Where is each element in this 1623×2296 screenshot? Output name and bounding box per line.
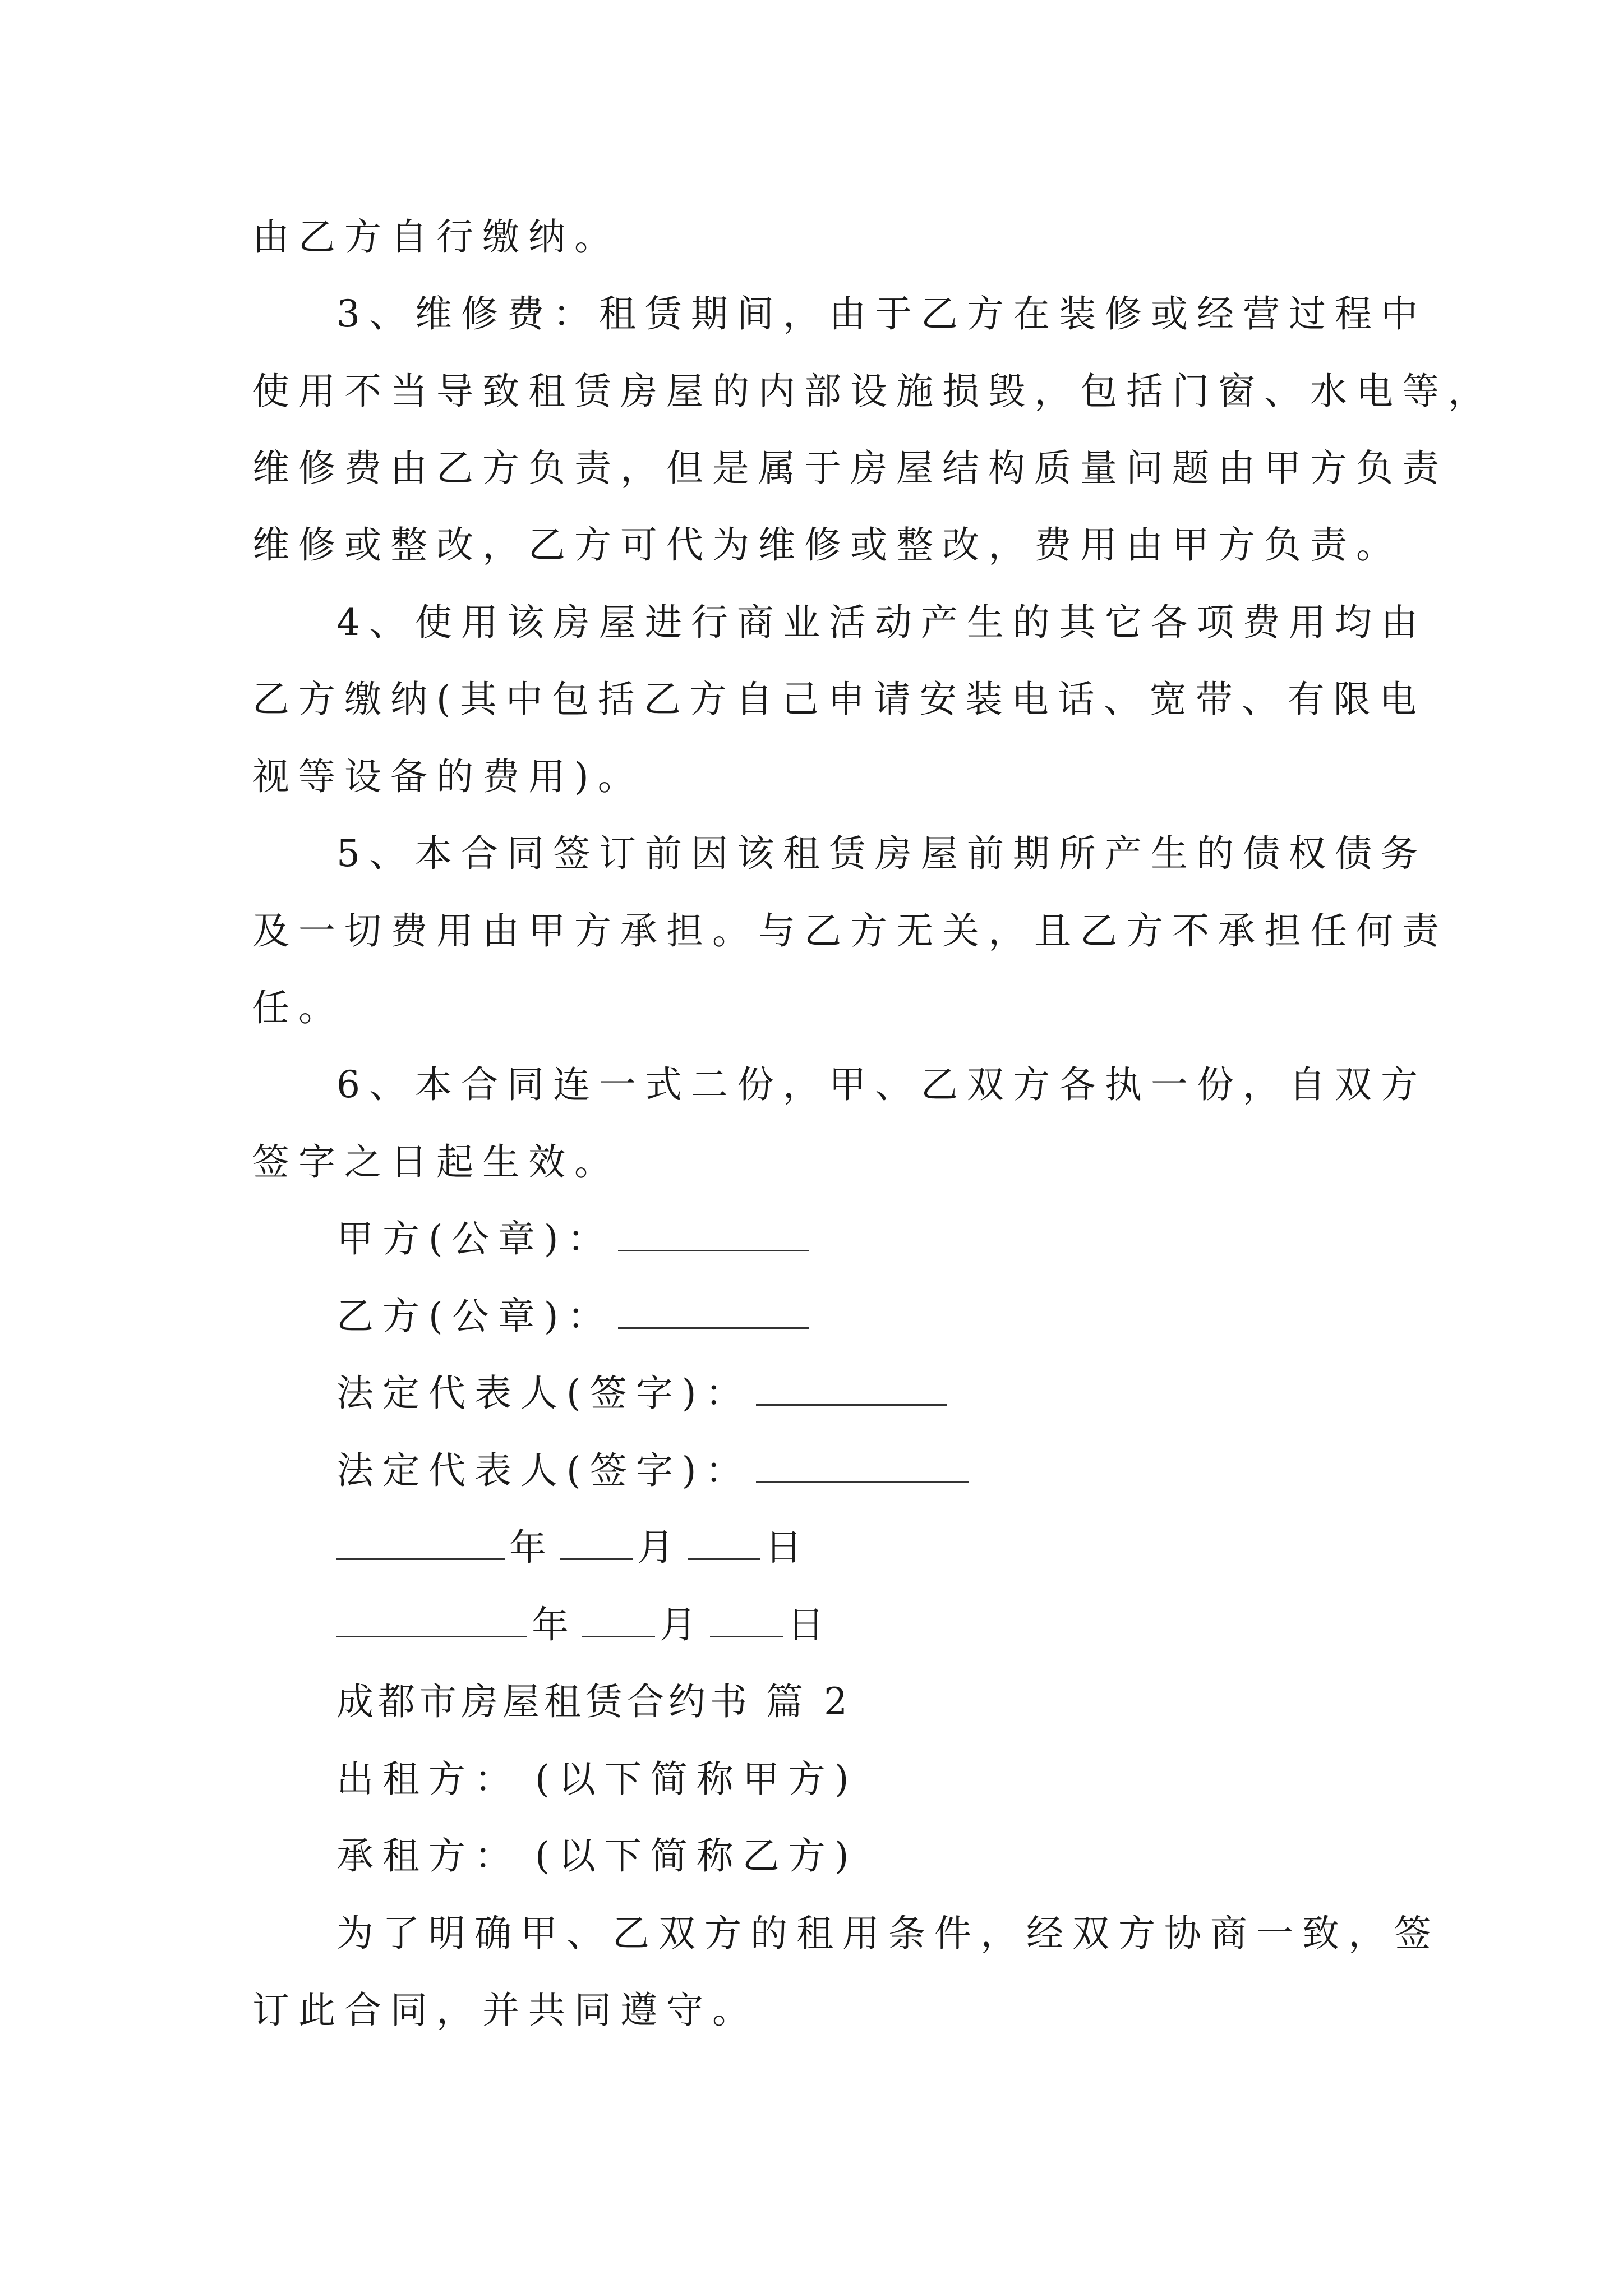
text-line: 4、使用该房屋进行商业活动产生的其它各项费用均由 [336,601,1427,644]
year-label: 年 [509,1526,555,1569]
text-line: 维修或整改，乙方可代为维修或整改，费用由甲方负责。 [252,523,1402,567]
month-label: 月 [660,1603,706,1646]
day-label: 日 [765,1526,811,1569]
month-blank [560,1527,633,1560]
signature-rep-2 [336,1448,974,1493]
section-2-title: 成都市房屋租赁合约书 [336,1680,751,1723]
lessee-line [336,1834,858,1879]
rep-1-blank [756,1373,947,1406]
intro-line-2: 订此合同，并共同遵守。 [252,1989,758,2032]
date-line-2 [336,1603,833,1648]
lessor-line [336,1757,858,1802]
section-2-suffix: 篇 2 [766,1680,852,1723]
rep-1-label: 法定代表人(签字)： [336,1372,751,1415]
text-line: 视等设备的费用)。 [252,755,644,798]
section-2-heading [336,1680,852,1724]
day-label: 日 [787,1603,833,1646]
year-blank [336,1527,505,1560]
month-label: 月 [637,1526,683,1569]
text-line: 任。 [252,986,344,1029]
year-label: 年 [532,1603,578,1646]
lessor-note: (以下简称甲方) [535,1757,858,1801]
day-blank [710,1604,783,1637]
text-line: 乙方缴纳(其中包括乙方自己申请安装电话、宽带、有限电 [252,678,1426,721]
lessee-label: 承租方： [336,1834,520,1878]
text-line: 5、本合同签订前因该租赁房屋前期所产生的债权债务 [336,832,1427,875]
signature-rep-1 [336,1371,951,1416]
date-line-1 [336,1525,811,1570]
party-b-blank [618,1296,809,1329]
rep-2-label: 法定代表人(签字)： [336,1449,751,1492]
signature-party-a [336,1217,813,1262]
text-line: 6、本合同连一式二份，甲、乙双方各执一份，自双方 [336,1063,1427,1106]
text-line: 及一切费用由甲方承担。与乙方无关，且乙方不承担任何责 [252,909,1448,953]
intro-line-1: 为了明确甲、乙双方的租用条件，经双方协商一致，签 [336,1912,1440,1955]
party-b-label: 乙方(公章)： [336,1295,614,1338]
lessor-label: 出租方： [336,1757,520,1801]
month-blank [582,1604,655,1637]
text-line: 3、维修费：租赁期间，由于乙方在装修或经营过程中 [336,292,1427,335]
rep-2-blank [756,1450,969,1483]
year-blank [336,1604,527,1637]
text-line: 签字之日起生效。 [252,1140,620,1184]
text-line: 由乙方自行缴纳。 [252,215,620,259]
party-a-blank [618,1218,809,1251]
lessee-note: (以下简称乙方) [535,1834,858,1878]
text-line: 使用不当导致租赁房屋的内部设施损毁，包括门窗、水电等， [252,370,1494,413]
text-line: 维修费由乙方负责，但是属于房屋结构质量问题由甲方负责 [252,447,1448,490]
signature-party-b [336,1294,813,1339]
party-a-label: 甲方(公章)： [336,1217,614,1260]
day-blank [688,1527,760,1560]
